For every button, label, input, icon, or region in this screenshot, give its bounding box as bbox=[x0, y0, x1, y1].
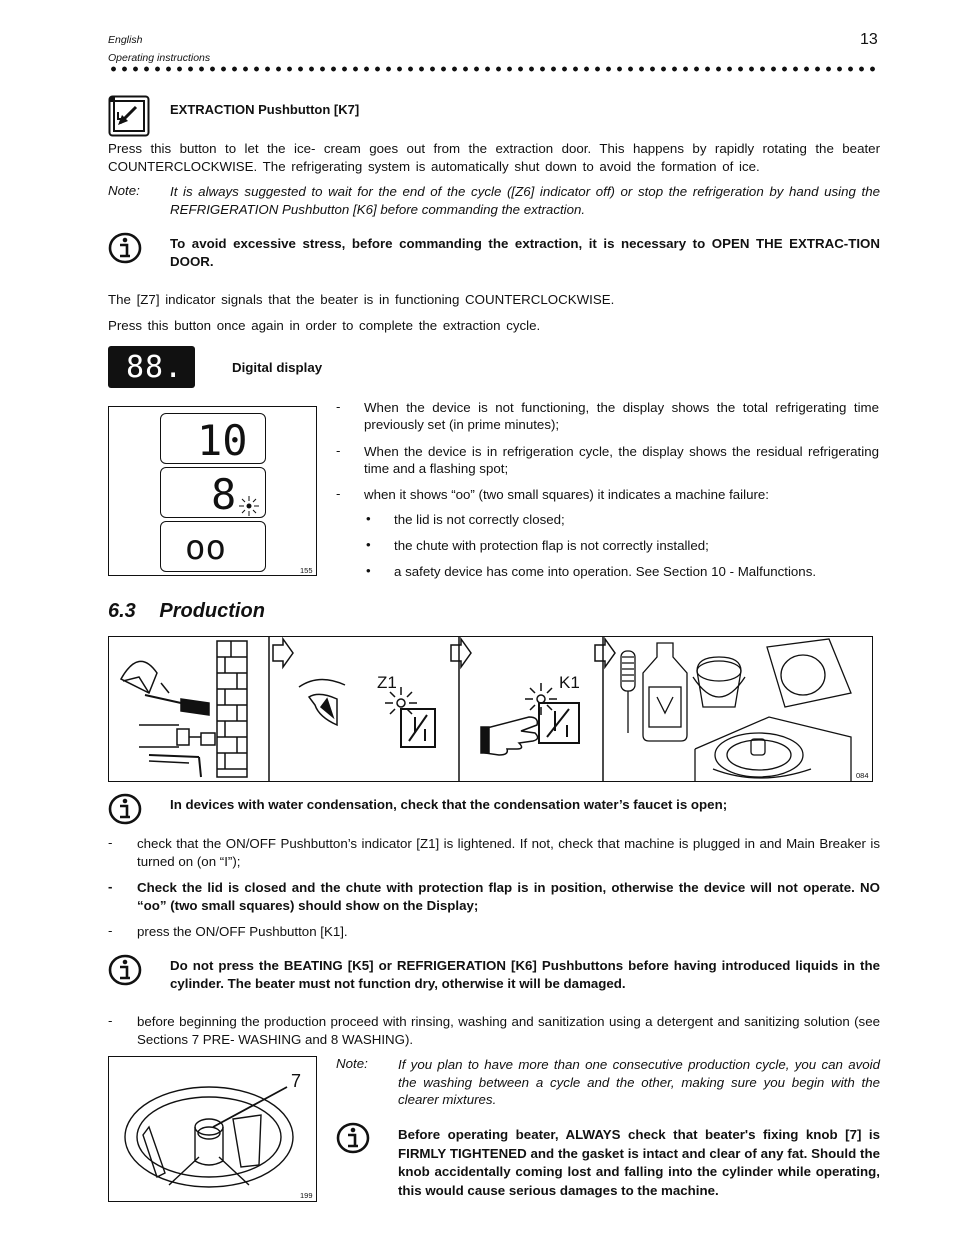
digital-display-icon bbox=[108, 346, 195, 388]
extraction-paragraph-1: Press this button to let the ice- cream goes out from the extraction door. This happens by rapidly rotating the beater COUNTERCLOCKWISE. The refrigerating system is automatically shut down to avoid the formation of ice. bbox=[108, 141, 880, 174]
header-subtitle: Operating instructions bbox=[108, 52, 211, 64]
digital-display-icon-text: 88. bbox=[126, 350, 184, 385]
flashing-spot-icon bbox=[239, 496, 259, 516]
list-dash: - bbox=[336, 486, 341, 501]
section-number: 6.3 bbox=[108, 600, 136, 622]
info-icon bbox=[108, 231, 142, 265]
page-number: 13 bbox=[860, 31, 878, 48]
knob-figure bbox=[108, 1056, 317, 1202]
display-subitem-1: the lid is not correctly closed; bbox=[394, 512, 565, 527]
display-segment-2 bbox=[160, 467, 266, 518]
list-bullet: • bbox=[366, 537, 371, 552]
list-bullet: • bbox=[366, 563, 371, 578]
note-label: Note: bbox=[108, 183, 140, 198]
display-segment-1 bbox=[160, 413, 266, 464]
display-item-1: When the device is not functioning, the display shows the total refrigerating time previously set (in prime minutes); bbox=[364, 400, 879, 432]
note-text: It is always suggested to wait for the end of the cycle ([Z6] indicator off) or stop the refrigeration by hand using the REFRIGERATION Pushbutton [K6] before commanding the extraction. bbox=[170, 184, 880, 217]
z1-label: Z1 bbox=[377, 673, 397, 692]
production-info-2: Do not press the BEATING [K5] or REFRIGERATION [K6] Pushbuttons before having introduced liquids in the cylinder. The beater must not function dry, otherwise it will be damaged. bbox=[170, 958, 880, 991]
extraction-button-icon bbox=[108, 95, 150, 137]
figure-number: 084 bbox=[856, 771, 869, 780]
list-dash: - bbox=[108, 923, 113, 938]
production-figure bbox=[108, 636, 873, 782]
display-item-2: When the device is in refrigeration cycle, the display shows the residual refrigerating time and a flashing spot; bbox=[364, 444, 879, 476]
display-figure bbox=[108, 406, 317, 576]
k1-label: K1 bbox=[559, 673, 580, 692]
knob-label: 7 bbox=[291, 1071, 302, 1091]
section-title: Production bbox=[159, 600, 265, 622]
section-heading bbox=[108, 600, 265, 623]
display-value-1: 10 bbox=[197, 416, 248, 465]
extraction-title: EXTRACTION Pushbutton [K7] bbox=[170, 102, 360, 117]
list-dash: - bbox=[108, 1013, 113, 1028]
display-item-3: when it shows “oo” (two small squares) it indicates a machine failure: bbox=[364, 487, 769, 502]
production-note-text: If you plan to have more than one consecutive production cycle, you can avoid the washing between a cycle and the other, making sure you begin with the clearer mixtures. bbox=[398, 1057, 880, 1107]
production-info-1: In devices with water condensation, check that the condensation water’s faucet is open; bbox=[170, 797, 728, 812]
figure-number: 155 bbox=[300, 566, 313, 575]
display-value-2: 8 bbox=[211, 470, 237, 519]
list-dash: - bbox=[108, 879, 113, 894]
display-subitem-3: a safety device has come into operation. See Section 10 - Malfunctions. bbox=[394, 564, 817, 579]
production-item-1: check that the ON/OFF Pushbutton’s indicator [Z1] is lightened. If not, check that machine is plugged in and Main Breaker is turned on (on “I”); bbox=[137, 836, 880, 869]
info-icon bbox=[108, 953, 142, 987]
header-language: English bbox=[108, 34, 143, 46]
production-illustration bbox=[109, 637, 872, 781]
display-segment-3 bbox=[160, 521, 266, 572]
production-item-3: press the ON/OFF Pushbutton [K1]. bbox=[137, 924, 348, 939]
extraction-paragraph-2: The [Z7] indicator signals that the beater is in functioning COUNTERCLOCKWISE. bbox=[108, 292, 615, 307]
knob-illustration bbox=[109, 1057, 316, 1201]
display-subitem-2: the chute with protection flap is not correctly installed; bbox=[394, 538, 709, 553]
production-item-4: before beginning the production proceed with rinsing, washing and sanitization using a detergent and sanitizing solution (see Sections 7 PRE- WASHING and 8 WASHING). bbox=[137, 1014, 880, 1047]
list-dash: - bbox=[336, 399, 341, 414]
header-divider bbox=[108, 66, 880, 72]
figure-number: 199 bbox=[300, 1191, 313, 1200]
list-dash: - bbox=[336, 443, 341, 458]
display-value-3: oo bbox=[185, 528, 226, 568]
production-item-2: Check the lid is closed and the chute with protection flap is in position, otherwise the device will not operate. NO “oo” (two small squares) should show on the Display; bbox=[137, 880, 880, 913]
list-dash: - bbox=[108, 835, 113, 850]
info-icon bbox=[108, 792, 142, 826]
display-title: Digital display bbox=[232, 360, 323, 375]
info-icon bbox=[336, 1121, 370, 1155]
extraction-paragraph-3: Press this button once again in order to complete the extraction cycle. bbox=[108, 318, 541, 333]
extraction-warning: To avoid excessive stress, before commanding the extraction, it is necessary to OPEN THE EXTRAC-TION DOOR. bbox=[170, 236, 880, 269]
list-bullet: • bbox=[366, 511, 371, 526]
production-info-3: Before operating beater, ALWAYS check that beater's fixing knob [7] is FIRMLY TIGHTENED and the gasket is intact and clear of any fat. Should the knob accidentally coming lost and falling into the cylinder while operating, this would cause serious damages to the machine. bbox=[398, 1127, 880, 1198]
note-label: Note: bbox=[336, 1056, 368, 1071]
